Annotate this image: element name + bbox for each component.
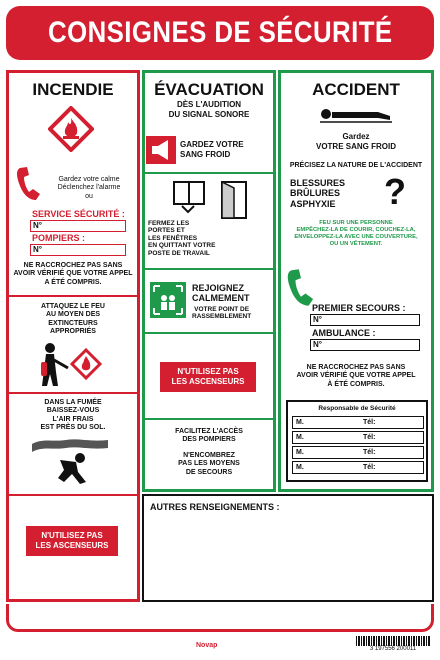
barcode-number: 3 197556 200011: [369, 646, 417, 652]
evacuation-heading: ÉVACUATION: [154, 80, 264, 99]
encombrez-text: N'ENCOMBREZ PAS LES MOYENS DE SECOURS: [178, 452, 240, 476]
accident-gardez: Gardez VOTRE SANG FROID: [315, 132, 396, 151]
sang-froid-text: GARDEZ VOTRE SANG FROID: [180, 140, 244, 159]
pompiers-label: POMPIERS :: [32, 233, 86, 243]
rejoignez-title: REJOIGNEZ CALMEMENT: [192, 283, 250, 303]
accident-heading: ACCIDENT: [312, 80, 400, 99]
page-title: CONSIGNES DE SÉCURITÉ: [47, 16, 393, 49]
premier-secours-field[interactable]: N°: [310, 314, 420, 326]
feu-personne-text: FEU SUR UNE PERSONNE EMPÊCHEZ-LA DE COURIR, COUCHEZ-LA, ENVELOPPEZ-LA AVEC UNE COUVERTURE, OU UN VÊTEMENT.: [294, 220, 418, 247]
rejoignez-sub: VOTRE POINT DE RASSEMBLEMENT: [192, 306, 252, 321]
incendie-intro: Gardez votre calme Déclenchez l'alarme ou: [57, 176, 121, 200]
divider: [9, 392, 137, 394]
lying-person-icon: [318, 104, 394, 126]
incendie-heading: INCENDIE: [32, 80, 114, 99]
service-securite-label: SERVICE SÉCURITÉ :: [32, 209, 125, 219]
divider: [145, 172, 273, 174]
evacuation-ascenseurs-warning: N'UTILISEZ PAS LES ASCENSEURS: [160, 362, 256, 392]
accident-ne-raccrochez: NE RACCROCHEZ PAS SANS AVOIR VÉRIFIÉ QUE VOTRE APPEL À ÉTÉ COMPRIS.: [296, 364, 416, 388]
ambulance-field[interactable]: N°: [310, 339, 420, 351]
responsable-row[interactable]: M. Tél:: [292, 431, 424, 444]
facilitez-text: FACILITEZ L'ACCÈS DES POMPIERS: [175, 428, 243, 444]
divider: [9, 295, 137, 297]
incendie-ne-raccrochez: NE RACCROCHEZ PAS SANS AVOIR VÉRIFIÉ QUE VOTRE APPEL A ÉTÉ COMPRIS.: [13, 262, 133, 286]
fermez-text: FERMEZ LES PORTES ET LES FENÊTRES EN QUITTANT VOTRE POSTE DE TRAVAIL: [148, 220, 216, 257]
accident-types: BLESSURES BRÛLURES ASPHYXIE: [290, 178, 346, 209]
extinguisher-person-icon: [36, 342, 102, 388]
service-securite-field[interactable]: N°: [30, 220, 126, 232]
pompiers-field[interactable]: N°: [30, 244, 126, 256]
attaquez-text: ATTAQUEZ LE FEU AU MOYEN DES EXTINCTEURS APPROPRIÉS: [41, 303, 105, 336]
divider: [145, 332, 273, 334]
ambulance-label: AMBULANCE :: [312, 328, 376, 338]
assembly-point-icon: [150, 282, 186, 318]
divider: [9, 494, 137, 496]
premier-secours-label: PREMIER SECOURS :: [312, 303, 406, 313]
divider: [145, 418, 273, 420]
divider: [145, 268, 273, 270]
responsable-row[interactable]: M. Tél:: [292, 461, 424, 474]
question-mark: ?: [384, 171, 406, 212]
brand-logo: Novap: [196, 642, 218, 649]
barcode: [356, 636, 430, 652]
fumee-text: DANS LA FUMÉE BAISSEZ-VOUS L'AIR FRAIS EST PRÈS DU SOL.: [40, 399, 106, 432]
door-window-icon: [170, 180, 256, 220]
responsable-row[interactable]: M. Tél:: [292, 416, 424, 429]
precisez-text: PRÉCISEZ LA NATURE DE L'ACCIDENT: [289, 162, 423, 169]
evacuation-sub: DÈS L'AUDITION DU SIGNAL SONORE: [168, 100, 250, 119]
autres-label: AUTRES RENSEIGNEMENTS :: [150, 502, 280, 512]
footer-frame: [6, 604, 434, 632]
crouching-person-icon: [30, 438, 110, 486]
responsable-row[interactable]: M. Tél:: [292, 446, 424, 459]
responsable-title: Responsable de Sécurité: [318, 405, 396, 412]
fire-icon: [48, 106, 94, 152]
autres-box[interactable]: [142, 494, 434, 602]
title-bar: [6, 6, 434, 60]
alarm-horn-icon: [146, 136, 176, 164]
incendie-ascenseurs-warning: N'UTILISEZ PAS LES ASCENSEURS: [26, 526, 118, 556]
